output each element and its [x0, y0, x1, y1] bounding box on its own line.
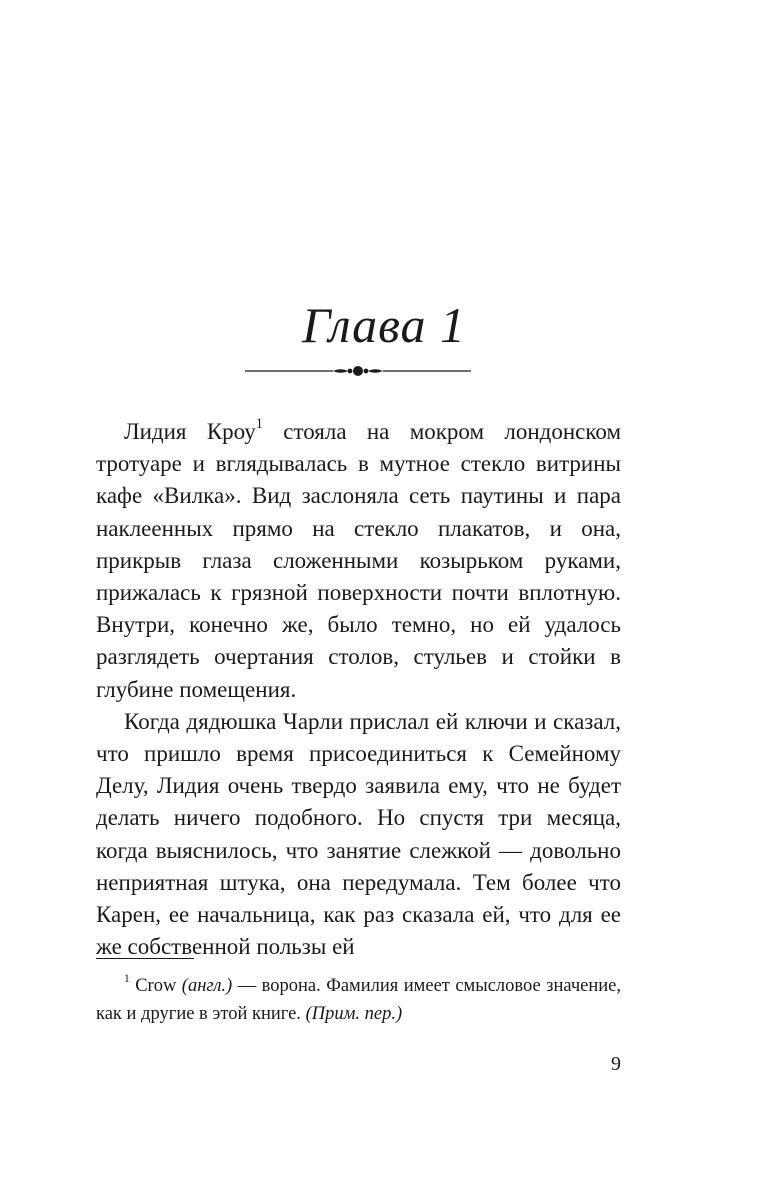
footnote-reference-mark[interactable]: 1 — [255, 416, 263, 433]
chapter-ornament-divider — [245, 360, 471, 382]
page-number: 9 — [611, 1053, 621, 1075]
chapter-body-text — [96, 416, 621, 963]
paragraph-2: Когда дядюшка Чарли прислал ей ключи и сказал, что пришло время присоединиться к Семейному Делу, Лидия очень твердо заявила ему, что не будет делать ничего подобного. Но спустя три месяца, когда выяснилось, что занятие слежкой — довольно неприятная штука, она передумала. Тем более что Карен, ее начальница, как раз сказала ей, что для ее же собственной пользы ей — [96, 708, 621, 960]
footnote — [96, 972, 621, 1028]
footnote-separator — [96, 958, 194, 959]
footnote-language: (англ.) — [181, 976, 233, 996]
paragraph-1 — [96, 416, 621, 706]
footnote-text: — ворона. Фамилия имеет смысловое значение, как и другие в этой книге. — [96, 976, 621, 1024]
paragraph-1-start: Лидия Кроу — [124, 419, 256, 444]
chapter-title: Глава 1 — [301, 297, 467, 353]
footnote-mark: 1 — [124, 973, 130, 986]
footnote-term: Crow — [129, 976, 182, 996]
paragraph-1-rest: стояла на мокром лондонском тротуаре и вглядывалась в мутное стекло витрины кафе «Вилка». Вид заслоняла сеть паутины и пара наклеенных прямо на стекло плакатов, и она, прикрыв глаза сложенными козырьком руками, прижалась к грязной поверхности почти вплотную. Внутри, конечно же, было темно, но ей удалось разглядеть очертания столов, стульев и стойки в глубине помещения. — [96, 419, 621, 702]
footnote-translator-note: (Прим. пер.) — [305, 1004, 403, 1024]
